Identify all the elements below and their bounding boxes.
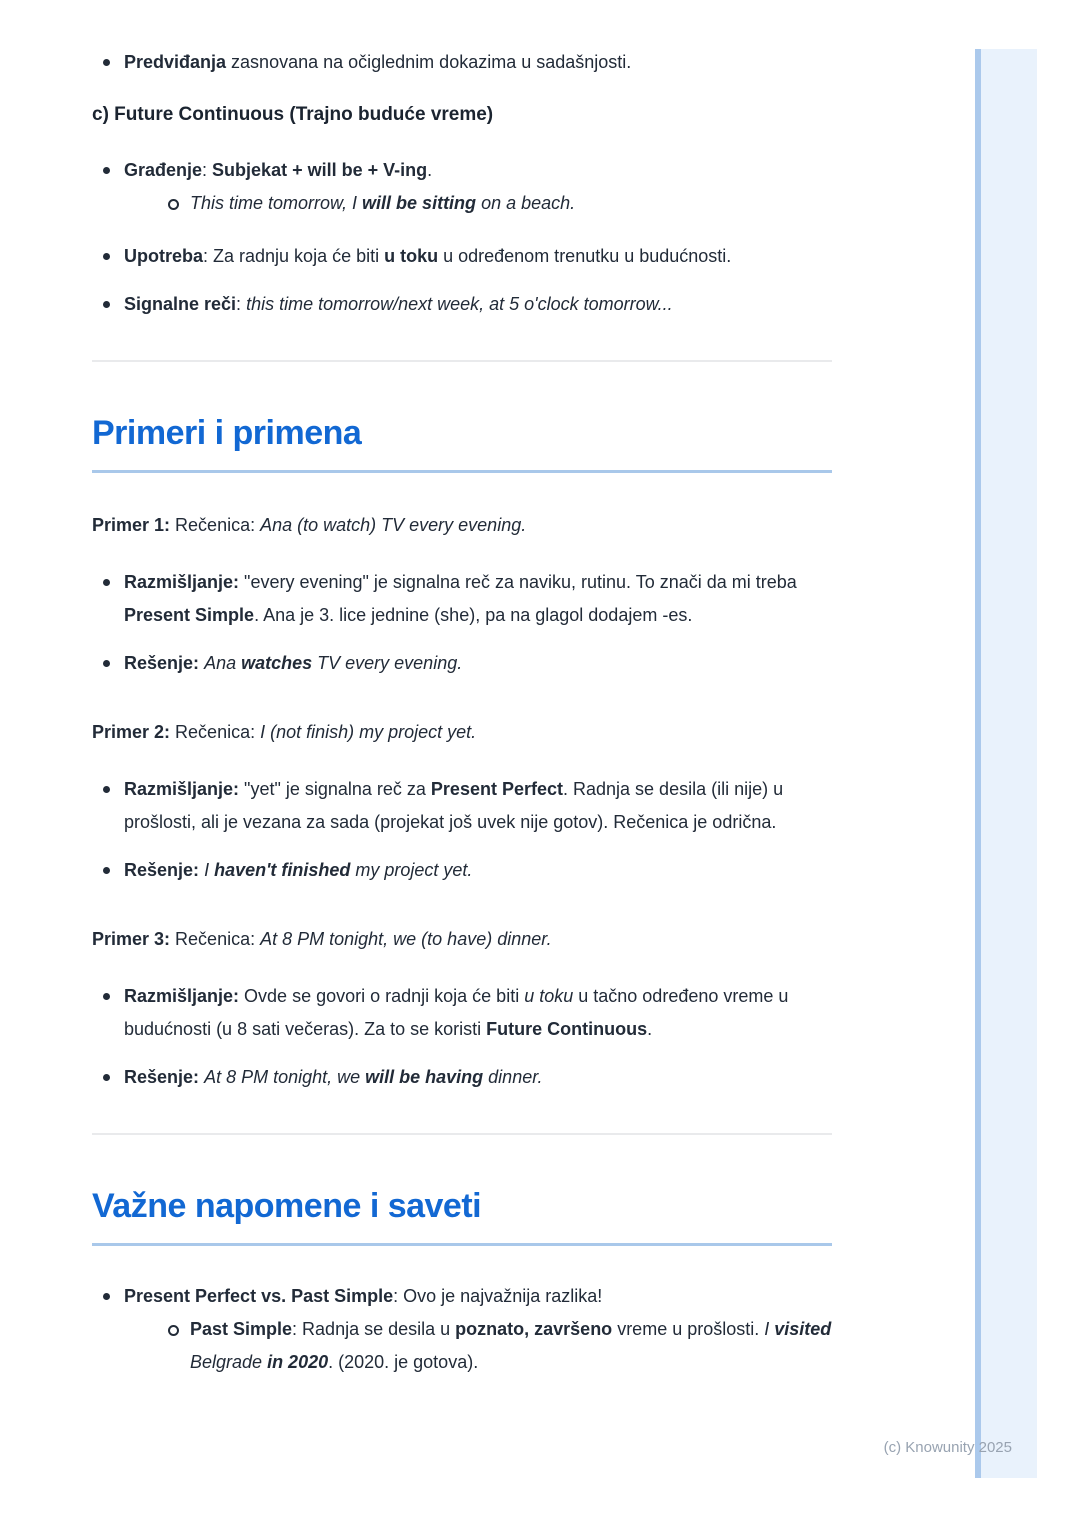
section-heading-vazne-napomene: Važne napomene i saveti xyxy=(92,1184,832,1246)
example-1-list xyxy=(92,566,832,680)
bullet-gradjenje xyxy=(92,154,832,220)
subheading-future-continuous: c) Future Continuous (Trajno buduće vreme) xyxy=(92,104,494,125)
napomene-sublist xyxy=(124,1313,832,1379)
napomene-list xyxy=(92,1280,832,1379)
document-page xyxy=(92,0,832,1394)
prediction-list xyxy=(92,46,832,79)
example-3-intro: Primer 3: Rečenica: At 8 PM tonight, we (to have) dinner. xyxy=(92,929,552,949)
example-2-intro: Primer 2: Rečenica: I (not finish) my project yet. xyxy=(92,722,477,742)
bullet-resenje-3: Rešenje: At 8 PM tonight, we will be having dinner. xyxy=(92,1061,832,1094)
bullet-signalne-reci: Signalne reči: this time tomorrow/next week, at 5 o'clock tomorrow... xyxy=(92,288,832,321)
future-continuous-list xyxy=(92,154,832,321)
bullet-past-simple: Past Simple: Radnja se desila u poznato, završeno vreme u prošlosti. I visited Belgrade in 2020. (2020. je gotova). xyxy=(158,1313,832,1379)
bullet-resenje-2: Rešenje: I haven't finished my project yet. xyxy=(92,854,832,887)
example-2-list xyxy=(92,773,832,887)
bullet-razmisljanje-1: Razmišljanje: "every evening" je signalna reč za naviku, rutinu. To znači da mi treba Present Simple. Ana je 3. lice jednine (she), pa na glagol dodajem -es. xyxy=(92,566,832,632)
section-divider xyxy=(92,1133,832,1135)
watermark: (c) Knowunity 2025 xyxy=(883,1439,1012,1456)
bullet-predvidjanja: Predviđanja zasnovana na očiglednim dokazima u sadašnjosti. xyxy=(92,46,832,79)
section-heading-primeri: Primeri i primena xyxy=(92,411,832,473)
bullet-gradjenje-text: Građenje: Subjekat + will be + V-ing. xyxy=(124,160,433,180)
example-3-list xyxy=(92,980,832,1094)
bullet-razmisljanje-3: Razmišljanje: Ovde se govori o radnji koja će biti u toku u tačno određeno vreme u budućnosti (u 8 sati večeras). Za to se koristi Future Continuous. xyxy=(92,980,832,1046)
bullet-present-perfect-vs-past-simple xyxy=(92,1280,832,1379)
bullet-pp-vs-ps-text: Present Perfect vs. Past Simple: Ovo je najvažnija razlika! xyxy=(124,1286,603,1306)
section-divider xyxy=(92,360,832,362)
example-1-intro: Primer 1: Rečenica: Ana (to watch) TV every evening. xyxy=(92,515,527,535)
bullet-gradjenje-example: This time tomorrow, I will be sitting on a beach. xyxy=(158,187,832,220)
bullet-razmisljanje-2: Razmišljanje: "yet" je signalna reč za Present Perfect. Radnja se desila (ili nije) u prošlosti, ali je vezana za sada (projekat još uvek nije gotov). Rečenica je odrična. xyxy=(92,773,832,839)
page-edge-strip xyxy=(975,49,1037,1478)
gradjenje-sublist xyxy=(124,187,832,220)
bullet-upotreba: Upotreba: Za radnju koja će biti u toku u određenom trenutku u budućnosti. xyxy=(92,240,832,273)
bullet-resenje-1: Rešenje: Ana watches TV every evening. xyxy=(92,647,832,680)
